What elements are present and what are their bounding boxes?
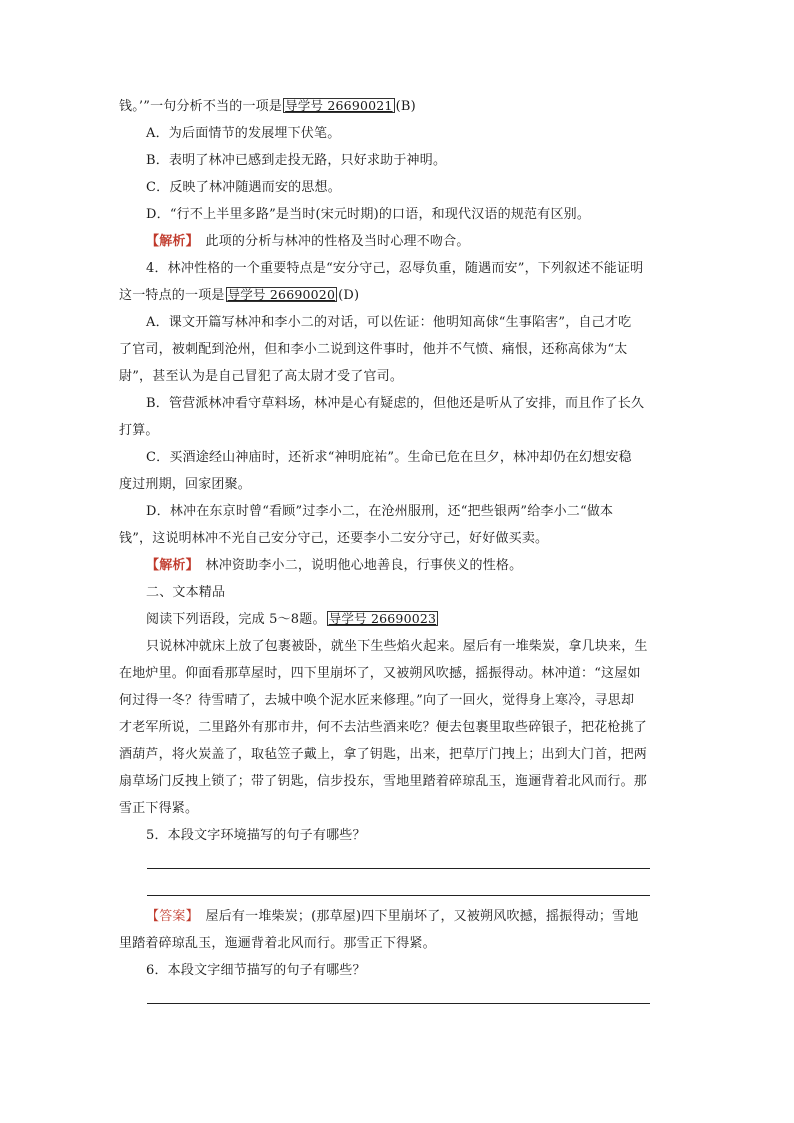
q4-option-a-line2: 了官司，被刺配到沧州，但和李小二说到这件事时，他并不气愤、痛恨，还称高俅为“太 (119, 342, 628, 357)
q3-answer: (B) (395, 99, 416, 114)
q5-answer-blank-1[interactable] (119, 849, 675, 876)
q3-option-d: D．“行不上半里多路”是当时(宋元时期)的口语，和现代汉语的规范有区别。 (146, 207, 591, 222)
q3-option-b: B．表明了林冲已感到走投无路，只好求助于神明。 (146, 153, 447, 168)
q3-stem-text: 钱。’”一句分析不当的一项是 (119, 99, 283, 114)
passage-line-4: 才老军所说，二里路外有那市井，何不去沽些酒来吃？便去包裹里取些碎银子，把花枪挑了 (119, 720, 648, 735)
q3-guide-code (283, 98, 395, 113)
q3-analysis-tag: 【解析】 (146, 234, 193, 249)
q3-stem-continuation (119, 93, 675, 120)
q4-stem-text: 这一特点的一项是 (119, 288, 225, 303)
q4-option-d-line1: D．林冲在东京时曾“看顾”过李小二，在沧州服刑，还“把些银两”给李小二“做本 (146, 504, 614, 519)
section-heading: 二、文本精品 (146, 585, 226, 600)
q3-option-c: C．反映了林冲随遇而安的思想。 (146, 180, 341, 195)
q4-option-a-line1: A．课文开篇写林冲和李小二的对话，可以佐证：他明知高俅“生事陷害”，自己才吃 (146, 315, 632, 330)
q5-answer-line1 (119, 903, 675, 930)
q3-analysis (119, 228, 675, 255)
q4-option-b-line2: 打算。 (119, 423, 159, 438)
q4-analysis-tag: 【解析】 (146, 558, 193, 573)
q4-option-b-line1: B．管营派林冲看守草料场，林冲是心有疑虑的，但他还是听从了安排，而且作了长久 (146, 396, 645, 411)
passage-line-7: 雪正下得紧。 (119, 801, 199, 816)
q3-analysis-text: 此项的分析与林冲的性格及当时心理不吻合。 (192, 234, 470, 249)
q4-option-c-line1: C．买酒途经山神庙时，还祈求“神明庇祐”。生命已危在旦夕，林冲却仍在幻想安稳 (146, 450, 632, 465)
q3-option-a: A．为后面情节的发展埋下伏笔。 (146, 126, 341, 141)
q5-answer-blank-2[interactable] (119, 876, 675, 903)
passage-line-3: 何过得一冬？待雪晴了，去城中唤个泥水匠来修理。”向了一回火，觉得身上寒冷，寻思却 (119, 693, 635, 708)
reading-guide-code-text: 导学号 26690023 (328, 611, 437, 626)
document-page (119, 93, 675, 1011)
reading-guide-code (327, 611, 439, 626)
q4-analysis (119, 552, 675, 579)
answer-line (147, 1003, 650, 1004)
q4-stem-line2 (119, 282, 675, 309)
q5-answer-line2: 里踏着碎琼乱玉，迤逦背着北风而行。那雪正下得紧。 (119, 936, 436, 951)
q4-option-d-line2: 钱”，这说明林冲不光自己安分守己，还要李小二安分守己，好好做买卖。 (119, 531, 549, 546)
passage-line-1: 只说林冲就床上放了包裹被卧，就坐下生些焰火起来。屋后有一堆柴炭，拿几块来，生 (146, 639, 648, 654)
q5-answer-tag: 【答案】 (146, 909, 193, 924)
q3-guide-code-text: 导学号 26690021 (285, 98, 393, 113)
q4-stem-line1: 4．林冲性格的一个重要特点是“安分守己，忍辱负重，随遇而安”，下列叙述不能证明 (146, 261, 644, 276)
reading-intro (119, 606, 675, 633)
passage-line-2: 在地炉里。仰面看那草屋时，四下里崩坏了，又被朔风吹撼，摇振得动。林冲道：“这屋如 (119, 666, 641, 681)
q4-option-a-line3: 尉”，甚至认为是自己冒犯了高太尉才受了官司。 (119, 369, 404, 384)
q4-guide-code (226, 287, 338, 302)
q4-option-c-line2: 度过刑期，回家团聚。 (119, 477, 252, 492)
q5-question: 5．本段文字环境描写的句子有哪些？ (146, 828, 366, 843)
q6-answer-blank-1[interactable] (119, 984, 675, 1011)
answer-line (147, 868, 650, 869)
passage-line-6: 扇草场门反拽上锁了；带了钥匙，信步投东，雪地里踏着碎琼乱玉，迤逦背着北风而行。那 (119, 774, 648, 789)
answer-line (147, 895, 650, 896)
passage-line-5: 酒葫芦，将火炭盖了，取毡笠子戴上，拿了钥匙，出来，把草厅门拽上；出到大门首，把两 (119, 747, 648, 762)
q4-answer: (D) (338, 288, 360, 303)
reading-intro-text: 阅读下列语段，完成 5～8题。 (146, 612, 326, 627)
q4-analysis-text: 林冲资助李小二，说明他心地善良，行事侠义的性格。 (192, 558, 523, 573)
q5-answer-text: 屋后有一堆柴炭；(那草屋)四下里崩坏了，又被朔风吹撼，摇振得动；雪地 (192, 909, 639, 924)
q4-guide-code-text: 导学号 26690020 (227, 287, 336, 302)
q6-question: 6．本段文字细节描写的句子有哪些？ (146, 963, 366, 978)
